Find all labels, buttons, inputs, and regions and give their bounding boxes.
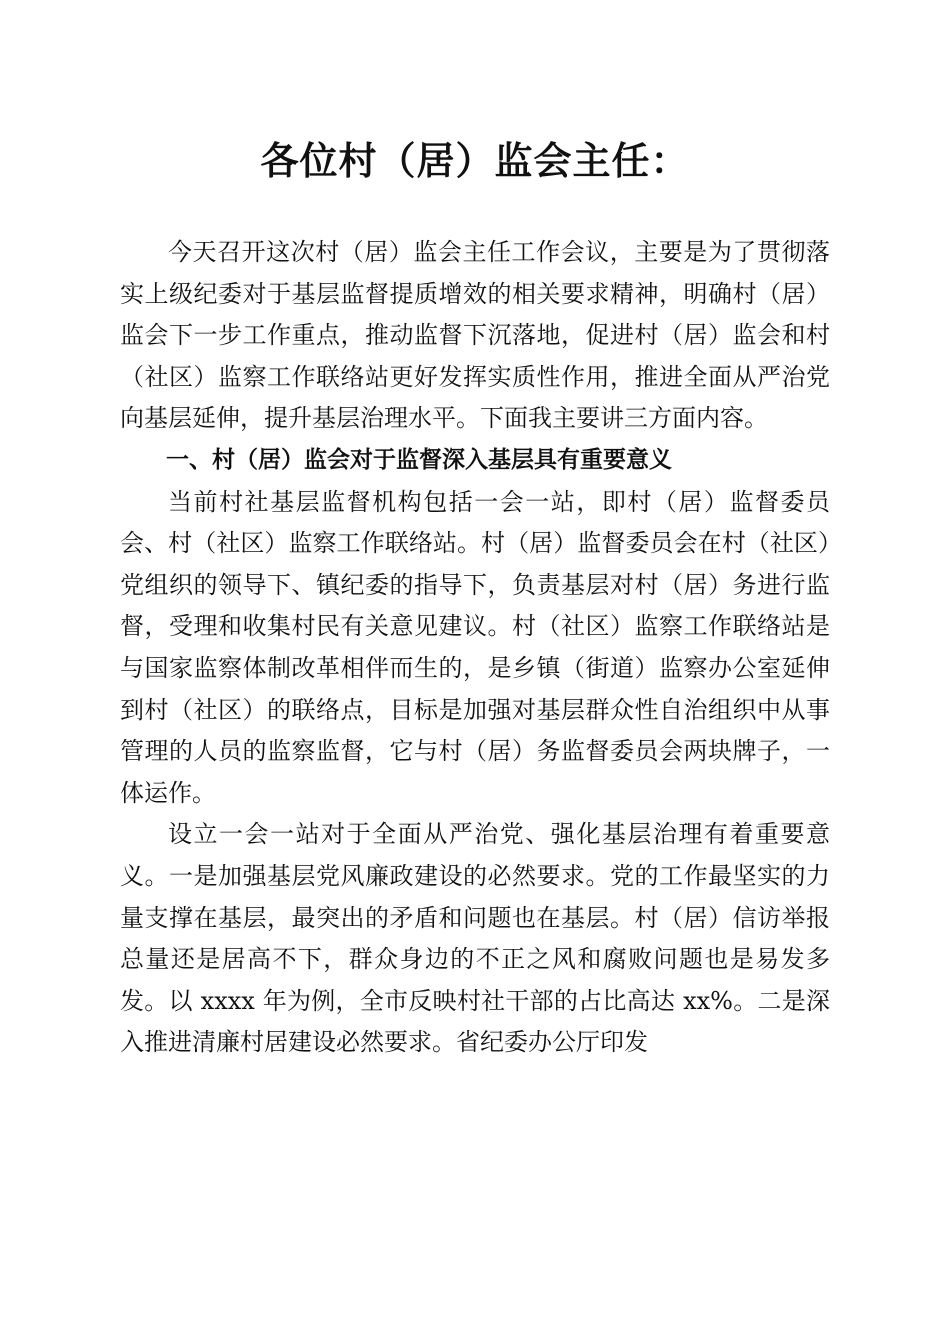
document-title: 各位村（居）监会主任：	[260, 138, 690, 183]
paragraph-intro: 今天召开这次村（居）监会主任工作会议，主要是为了贯彻落实上级纪委对于基层监督提质增效的相关要求精神，明确村（居）监会下一步工作重点，推动监督下沉落地，促进村（居）监会和村（社区）监察工作联络站更好发挥实质性作用，推进全面从严治党向基层延伸，提升基层治理水平。下面我主要讲三方面内容。	[120, 238, 830, 433]
paragraph-significance: 设立一会一站对于全面从严治党、强化基层治理有着重要意义。一是加强基层党风廉政建设的必然要求。党的工作最坚实的力量支撑在基层，最突出的矛盾和问题也在基层。村（居）信访举报总量还是居高不下，群众身边的不正之风和腐败问题也是易发多发。以 xxxx 年为例，全市反映村社干部的占比高达 xx%。二是深入推进清廉村居建设必然要求。省纪委办公厅印发	[120, 820, 830, 1057]
document-body	[120, 232, 830, 1064]
section-heading-1: 一、村（居）监会对于监督深入基层具有重要意义	[166, 446, 672, 473]
paragraph-supervision-bodies: 当前村社基层监督机构包括一会一站，即村（居）监督委员会、村（社区）监察工作联络站。村（居）监督委员会在村（社区）党组织的领导下、镇纪委的指导下，负责基层对村（居）务进行监督，受理和收集村民有关意见建议。村（社区）监察工作联络站是与国家监察体制改革相伴而生的，是乡镇（街道）监察办公室延伸到村（社区）的联络点，目标是加强对基层群众性自治组织中从事管理的人员的监察监督，它与村（居）务监督委员会两块牌子，一体运作。	[120, 487, 830, 807]
